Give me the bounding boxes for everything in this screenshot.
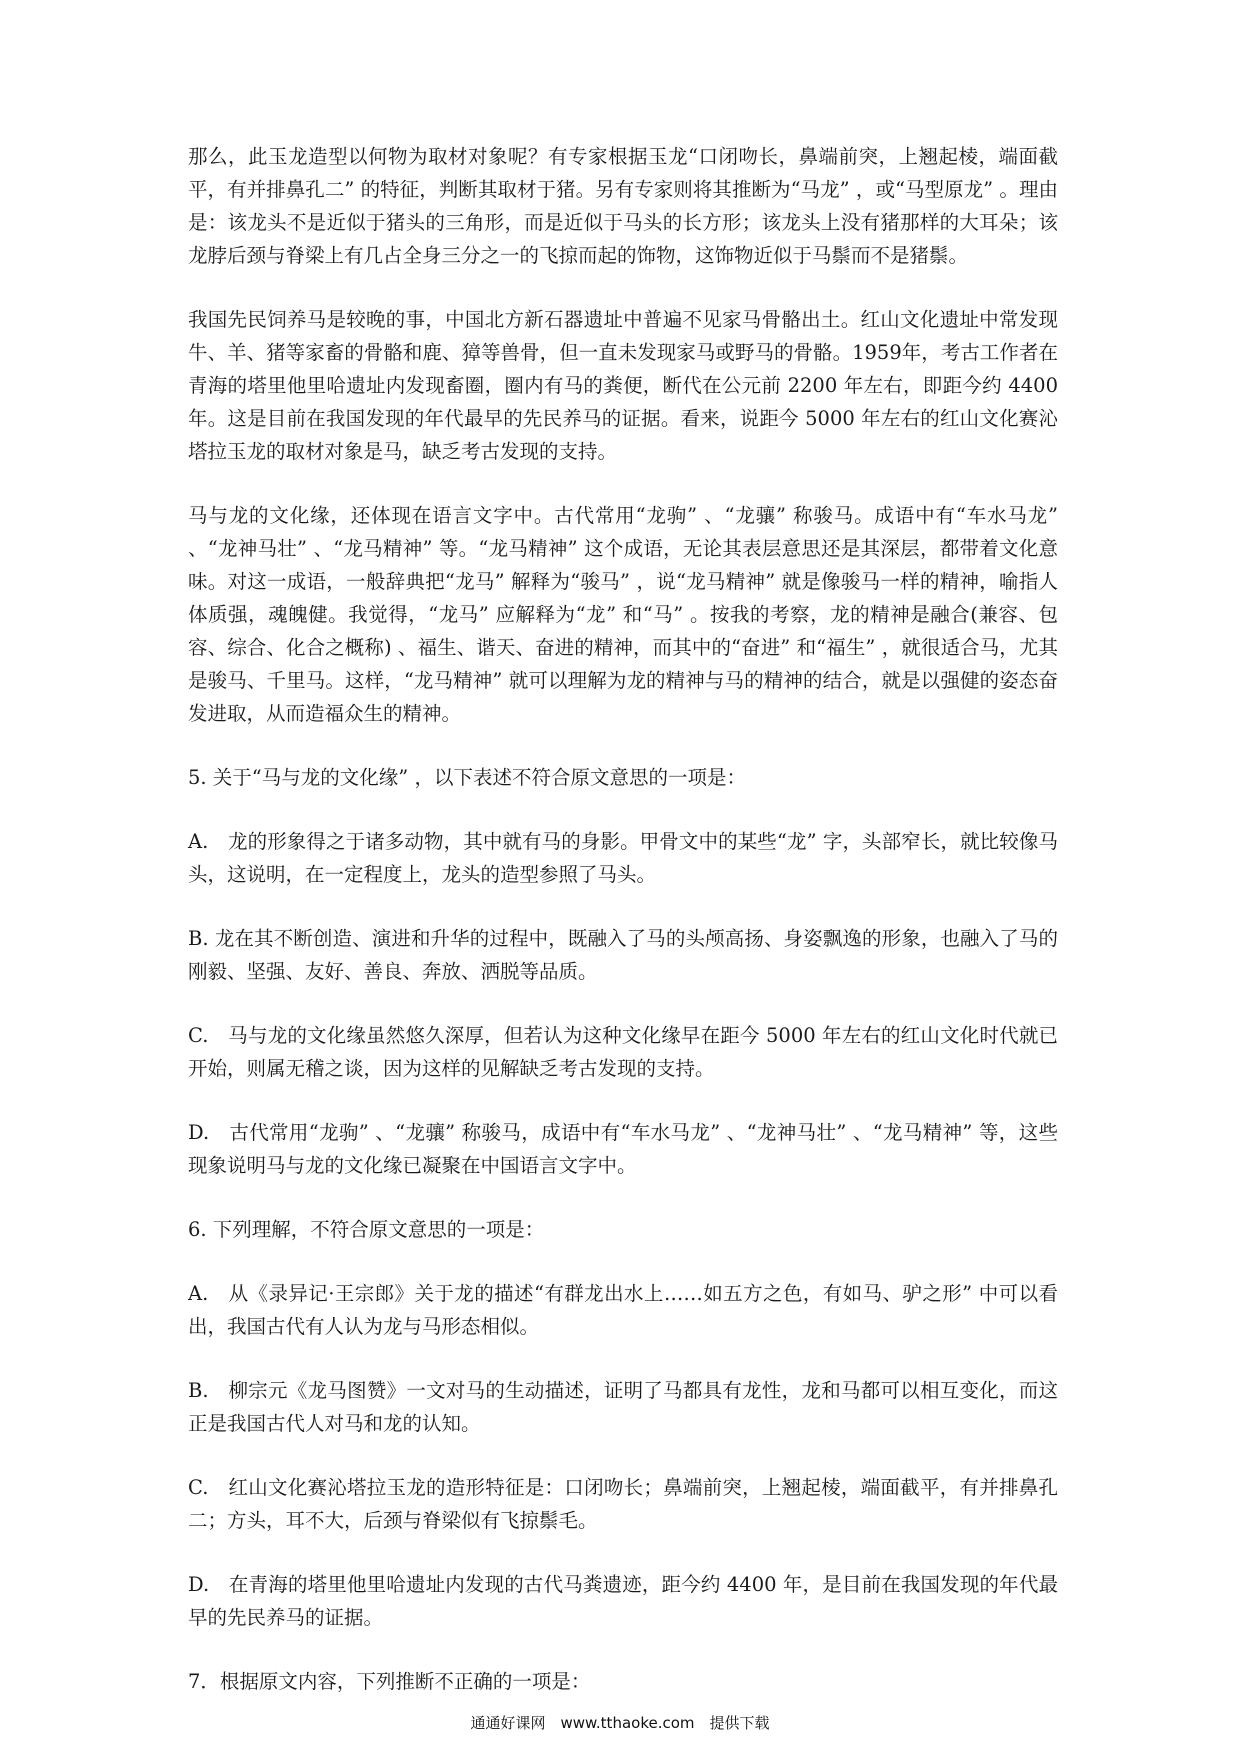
paragraph-horse-breeding: 我国先民饲养马是较晚的事，中国北方新石器遗址中普遍不见家马骨骼出土。红山文化遗址中常发现牛、羊、猪等家畜的骨骼和鹿、獐等兽骨，但一直未发现家马或野马的骨骼。1959年，考古工作者在青海的塔里他里哈遗址内发现畜圈，圈内有马的粪便，断代在公元前 2200 年左右，即距今约 4400 年。这是目前在我国发现的年代最早的先民养马的证据。看来，说距今 5000 年左右的红山文化赛沁塔拉玉龙的取材对象是马，缺乏考古发现的支持。 bbox=[188, 308, 1058, 463]
question-6-option-b: B. 柳宗元《龙马图赞》一文对马的生动描述，证明了马都具有龙性，龙和马都可以相互变化，而这正是我国古代人对马和龙的认知。 bbox=[188, 1379, 1058, 1435]
question-5-option-a: A. 龙的形象得之于诸多动物，其中就有马的身影。甲骨文中的某些“龙” 字，头部窄长，就比较像马头，这说明，在一定程度上，龙头的造型参照了马头。 bbox=[188, 830, 1058, 886]
document-body bbox=[188, 140, 1058, 1729]
question-6-option-c: C. 红山文化赛沁塔拉玉龙的造形特征是：口闭吻长；鼻端前突，上翘起棱，端面截平，有并排鼻孔二；方头，耳不大，后颈与脊梁似有飞掠鬃毛。 bbox=[188, 1476, 1058, 1532]
question-6-option-d: D. 在青海的塔里他里哈遗址内发现的古代马粪遗迹，距今约 4400 年，是目前在我国发现的年代最早的先民养马的证据。 bbox=[188, 1573, 1058, 1629]
question-6: 6. 下列理解，不符合原文意思的一项是： bbox=[188, 1218, 545, 1241]
question-5-option-b: B. 龙在其不断创造、演进和升华的过程中，既融入了马的头颅高扬、身姿飘逸的形象，也融入了马的刚毅、坚强、友好、善良、奔放、洒脱等品质。 bbox=[188, 927, 1058, 983]
question-6-option-a: A. 从《录异记·王宗郎》关于龙的描述“有群龙出水上……如五方之色，有如马、驴之形” 中可以看出，我国古代有人认为龙与马形态相似。 bbox=[188, 1282, 1058, 1338]
question-5: 5. 关于“马与龙的文化缘” ，以下表述不符合原文意思的一项是： bbox=[188, 766, 746, 789]
question-5-option-c: C. 马与龙的文化缘虽然悠久深厚，但若认为这种文化缘早在距今 5000 年左右的红山文化时代就已开始，则属无稽之谈，因为这样的见解缺乏考古发现的支持。 bbox=[188, 1024, 1058, 1080]
page-footer: 通通好课网 www.tthaoke.com 提供下载 bbox=[470, 1714, 770, 1732]
paragraph-language: 马与龙的文化缘，还体现在语言文字中。古代常用“龙驹” 、“龙骧” 称骏马。成语中有“车水马龙” 、“龙神马壮” 、“龙马精神” 等。“龙马精神” 这个成语，无论其表层意思还是其深层，都带着文化意味。对这一成语，一般辞典把“龙马” 解释为“骏马” ，说“龙马精神” 就是像骏马一样的精神，喻指人体质强，魂魄健。我觉得，“龙马” 应解释为“龙” 和“马” 。按我的考察，龙的精神是融合(兼容、包容、综合、化合之概称) 、福生、谐天、奋进的精神，而其中的“奋进” 和“福生” ，就很适合马，尤其是骏马、千里马。这样，“龙马精神” 就可以理解为龙的精神与马的精神的结合，就是以强健的姿态奋发进取，从而造福众生的精神。 bbox=[188, 504, 1058, 725]
paragraph-jade-dragon: 那么，此玉龙造型以何物为取材对象呢？有专家根据玉龙“口闭吻长，鼻端前突，上翘起棱，端面截平，有并排鼻孔二” 的特征，判断其取材于猪。另有专家则将其推断为“马龙” ，或“马型原龙” 。理由是：该龙头不是近似于猪头的三角形，而是近似于马头的长方形；该龙头上没有猪那样的大耳朵；该龙脖后颈与脊梁上有几占全身三分之一的飞掠而起的饰物，这饰物近似于马鬃而不是猪鬃。 bbox=[188, 145, 1058, 267]
question-5-option-d: D. 古代常用“龙驹” 、“龙骧” 称骏马，成语中有“车水马龙” 、“龙神马壮” 、“龙马精神” 等，这些现象说明马与龙的文化缘已凝聚在中国语言文字中。 bbox=[188, 1121, 1058, 1177]
question-7: 7．根据原文内容，下列推断不正确的一项是： bbox=[188, 1670, 591, 1693]
